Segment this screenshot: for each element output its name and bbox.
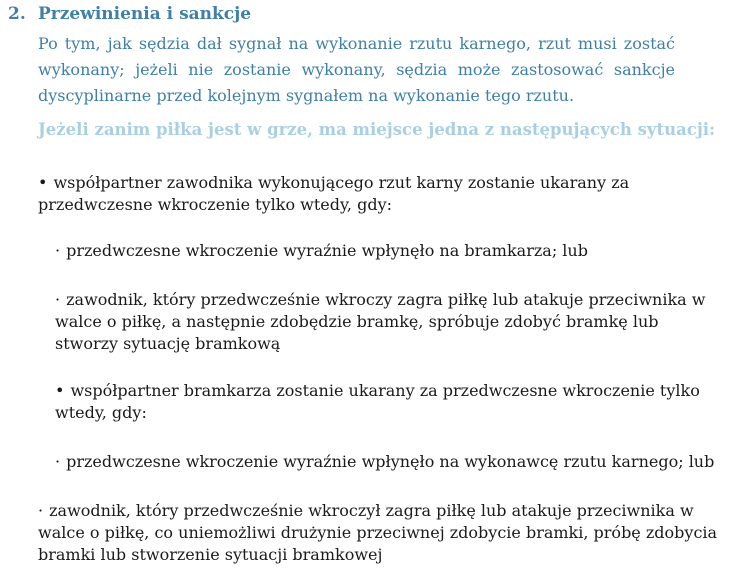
bullet-icon: • [38, 173, 48, 192]
list-item-text: współpartner zawodnika wykonującego rzut karny zostanie ukarany za przedwczesne wkroczenie tylko wtedy, gdy: [38, 173, 630, 214]
list-item [55, 240, 725, 262]
intro-paragraph: Po tym, jak sędzia dał sygnał na wykonanie rzutu karnego, rzut musi zostać wykonany; jeżeli nie zostanie wykonany, sędzia może zastosować sankcje dyscyplinarne przed kolejnym sygnałem na wykonanie tego rzutu. [38, 34, 675, 105]
list-item [38, 172, 728, 216]
bullet-icon: · [55, 241, 61, 260]
bullet-icon: · [38, 501, 44, 520]
list-item [55, 451, 725, 473]
list-item-text: zawodnik, który przedwcześnie wkroczył zagra piłkę lub atakuje przeciwnika w walce o piłkę, co uniemożliwi drużynie przeciwnej zdobycie bramki, próbę zdobycia bramki lub stworzenie sytuacji bramkowej [38, 501, 718, 564]
list-item [55, 380, 715, 424]
list-item-text: przedwczesne wkroczenie wyraźnie wpłynęło na wykonawcę rzutu karnego; lub [66, 452, 715, 471]
list-item [55, 289, 715, 355]
bullet-icon: · [55, 290, 61, 309]
list-item-text: zawodnik, który przedwcześnie wkroczy zagra piłkę lub atakuje przeciwnika w walce o piłkę, a następnie zdobędzie bramkę, spróbuje zdobyć bramkę lub stworzy sytuację bramkową [55, 290, 706, 353]
section-title: Przewinienia i sankcje [38, 4, 252, 24]
section-heading [8, 4, 251, 24]
bullet-icon: • [55, 381, 65, 400]
list-item [38, 500, 728, 566]
list-item-text: współpartner bramkarza zostanie ukarany za przedwczesne wkroczenie tylko wtedy, gdy: [55, 381, 700, 422]
section-number: 2. [8, 4, 26, 24]
list-item-text: przedwczesne wkroczenie wyraźnie wpłynęło na bramkarza; lub [66, 241, 588, 260]
lead-sentence: Jeżeli zanim piłka jest w grze, ma miejsce jedna z następujących sytuacji: [38, 120, 716, 139]
bullet-icon: · [55, 452, 61, 471]
